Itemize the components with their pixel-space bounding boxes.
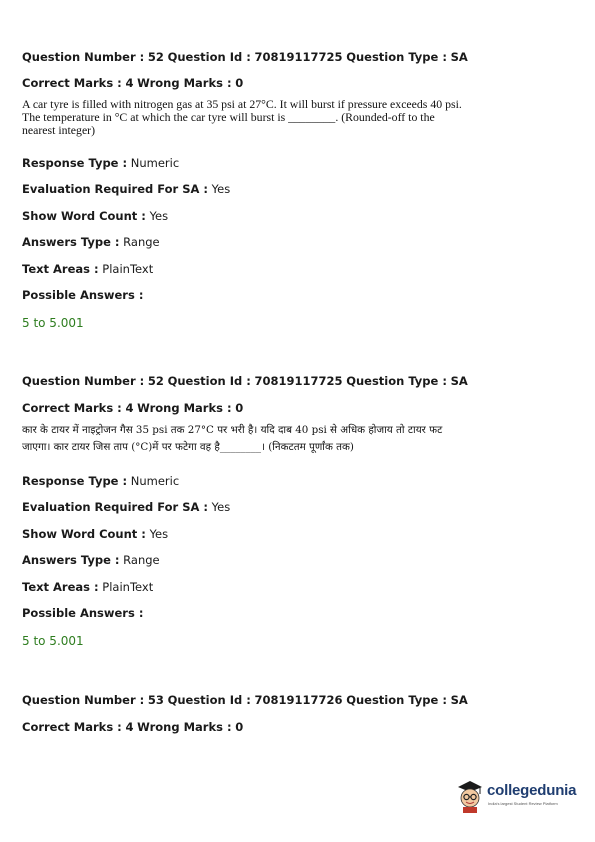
marks-line: Correct Marks : 4 Wrong Marks : 0 [22,720,244,734]
collegedunia-logo [455,778,580,818]
possible-answers-label: Possible Answers : [22,606,144,620]
answers-type: Answers Type : Range [22,553,160,567]
response-type: Response Type : Numeric [22,156,180,170]
marks-line: Correct Marks : 4 Wrong Marks : 0 [22,401,244,415]
marks-line: Correct Marks : 4 Wrong Marks : 0 [22,76,244,90]
answers-type: Answers Type : Range [22,235,160,249]
question-text-line: कार के टायर में नाइट्रोजन गैस 35 psi तक 27°C पर भरी है। यदि दाब 40 psi से अधिक होजाय तो टायर फट [22,424,443,436]
show-word-count: Show Word Count : Yes [22,209,169,223]
question-text [22,98,462,137]
question-header: Question Number : 52 Question Id : 70819117725 Question Type : SA [22,374,468,388]
response-type: Response Type : Numeric [22,474,180,488]
question-text-line: जाएगा। कार टायर जिस ताप (°C)में पर फटेगा वह है________। (निकटतम पूर्णांक तक) [22,441,354,453]
logo-tagline: India's largest Student Review Platform [488,801,558,806]
question-text-line: A car tyre is filled with nitrogen gas at 35 psi at 27°C. It will burst if pressure exceeds 40 psi. [22,97,462,111]
evaluation-required: Evaluation Required For SA : Yes [22,500,231,514]
logo-name: collegedunia [487,782,577,799]
question-text [22,422,442,456]
question-text-line: The temperature in °C at which the car tyre will burst is ________. (Rounded-off to the [22,110,435,124]
question-header: Question Number : 53 Question Id : 70819117726 Question Type : SA [22,693,468,707]
question-text-line: nearest integer) [22,123,96,137]
graduate-mascot-icon [455,778,485,814]
possible-answer: 5 to 5.001 [22,634,84,648]
question-header: Question Number : 52 Question Id : 70819117725 Question Type : SA [22,50,468,64]
possible-answers-label: Possible Answers : [22,288,144,302]
evaluation-required: Evaluation Required For SA : Yes [22,182,231,196]
possible-answer: 5 to 5.001 [22,316,84,330]
text-areas: Text Areas : PlainText [22,580,154,594]
text-areas: Text Areas : PlainText [22,262,154,276]
show-word-count: Show Word Count : Yes [22,527,169,541]
